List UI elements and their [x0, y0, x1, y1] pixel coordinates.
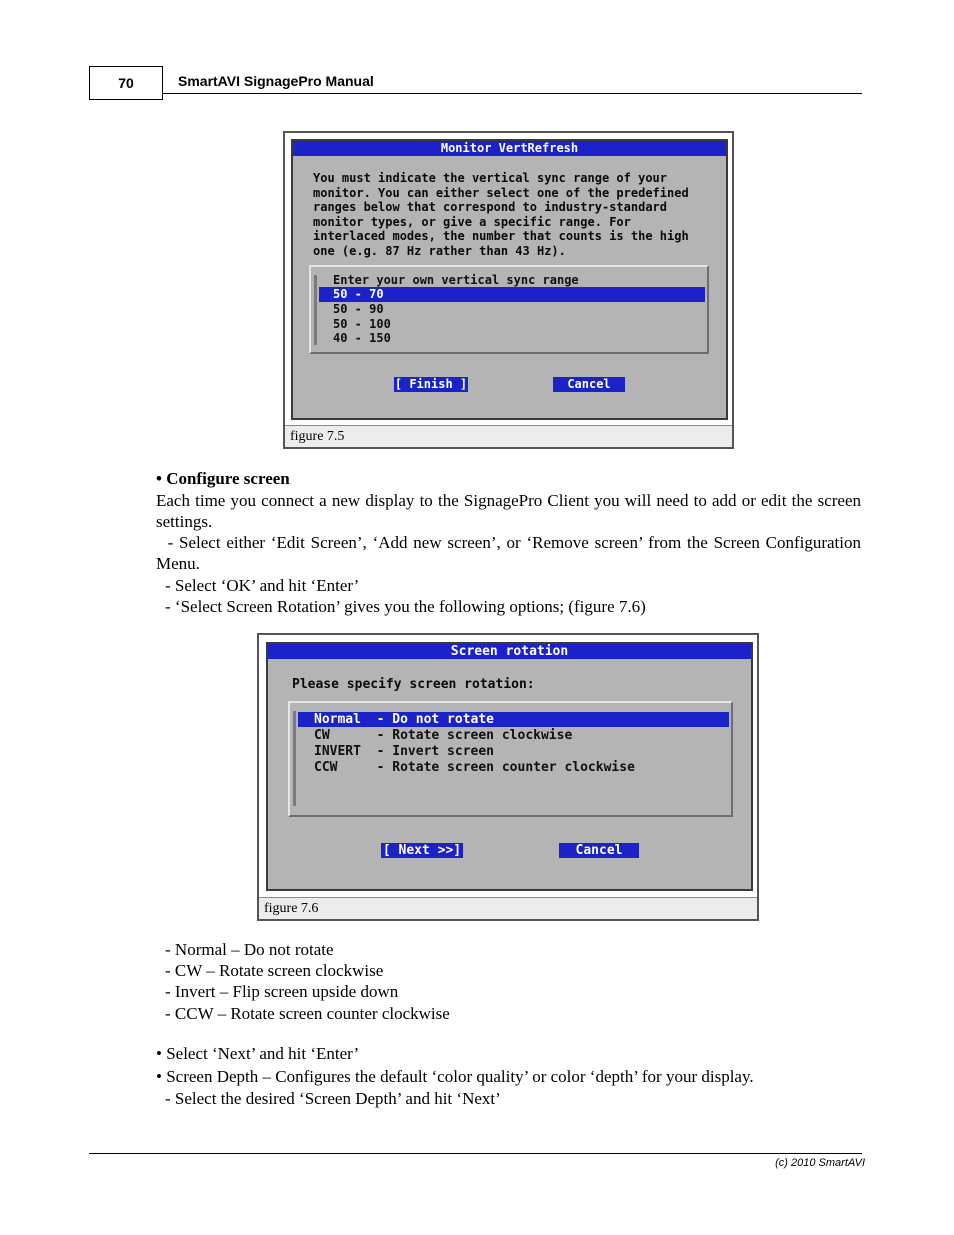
prompt-line: one (e.g. 87 Hz rather than 43 Hz). — [313, 243, 566, 258]
bullet: • — [156, 469, 167, 488]
bullet-item — [156, 1043, 359, 1064]
instruction-line: - Select ‘OK’ and hit ‘Enter’ — [165, 576, 360, 595]
prompt-line: interlaced modes, the number that counts is the high — [313, 229, 689, 244]
rotation-option-list[interactable] — [288, 701, 733, 817]
running-title: SmartAVI SignagePro Manual — [178, 73, 374, 89]
bullet: • — [156, 1067, 167, 1086]
list-item-selected[interactable]: Normal - Do not rotate — [298, 712, 729, 727]
list-item-selected[interactable]: 50 - 70 — [319, 287, 705, 302]
figure-7-6 — [257, 633, 759, 921]
footer-rule — [89, 1153, 862, 1154]
dialog-title: Screen rotation — [268, 644, 751, 659]
prompt-text — [313, 171, 689, 259]
list-item[interactable]: 40 - 150 — [333, 331, 391, 345]
prompt-line: You must indicate the vertical sync range of your — [313, 171, 668, 185]
bullet-item — [156, 1066, 754, 1087]
cancel-button[interactable]: Cancel — [559, 843, 639, 858]
bullet-text: Screen Depth – Configures the default ‘color quality’ or color ‘depth’ for your display. — [166, 1067, 754, 1086]
heading-text: Configure screen — [166, 469, 290, 488]
page-number: 70 — [89, 66, 163, 100]
vsync-range-list[interactable] — [309, 265, 709, 354]
instruction-line: - ‘Select Screen Rotation’ gives you the following options; (figure 7.6) — [165, 597, 646, 616]
list-item[interactable]: Enter your own vertical sync range — [333, 273, 579, 287]
list-item[interactable]: CCW - Rotate screen counter clockwise — [314, 760, 635, 775]
screen-rotation-dialog — [266, 642, 753, 891]
bullet: • — [156, 1044, 167, 1063]
prompt-line: monitor. You can either select one of the predefined — [313, 185, 689, 200]
bullet-text: Select ‘Next’ and hit ‘Enter’ — [166, 1044, 360, 1063]
list-item[interactable]: CW - Rotate screen clockwise — [314, 728, 573, 743]
rotation-option-line: - Invert – Flip screen upside down — [165, 982, 399, 1001]
instruction-line: - Select the desired ‘Screen Depth’ and hit ‘Next’ — [165, 1089, 501, 1108]
prompt-text: Please specify screen rotation: — [292, 677, 535, 692]
list-scroll-indicator — [293, 711, 296, 806]
list-item[interactable]: INVERT - Invert screen — [314, 744, 495, 759]
paragraph: Each time you connect a new display to the SignagePro Client you will need to add or edit the screen settings. — [156, 491, 861, 531]
rotation-option-line: - CW – Rotate screen clockwise — [165, 961, 384, 980]
list-item[interactable]: 50 - 90 — [333, 302, 384, 316]
list-scroll-indicator — [314, 275, 317, 345]
monitor-vertrefresh-dialog — [291, 139, 728, 420]
figure-caption: figure 7.5 — [285, 425, 732, 447]
prompt-line: ranges below that correspond to industry-standard — [313, 200, 668, 215]
paragraph: - Select either ‘Edit Screen’, ‘Add new screen’, or ‘Remove screen’ from the Screen Configuration Menu. — [156, 533, 866, 573]
figure-caption: figure 7.6 — [259, 897, 757, 919]
cancel-button[interactable]: Cancel — [553, 377, 625, 392]
header-rule — [163, 93, 862, 94]
footer-copyright: (c) 2010 SmartAVI — [775, 1157, 865, 1169]
dialog-title: Monitor VertRefresh — [293, 141, 726, 156]
figure-7-5 — [283, 131, 734, 449]
rotation-option-line: - Normal – Do not rotate — [165, 940, 334, 959]
list-item[interactable]: 50 - 100 — [333, 317, 391, 331]
rotation-option-line: - CCW – Rotate screen counter clockwise — [165, 1004, 450, 1023]
next-button[interactable]: [ Next >>] — [382, 843, 462, 858]
finish-button[interactable]: [ Finish ] — [394, 377, 468, 391]
section-heading — [156, 468, 290, 489]
prompt-line: monitor types, or give a specific range. For — [313, 214, 631, 229]
